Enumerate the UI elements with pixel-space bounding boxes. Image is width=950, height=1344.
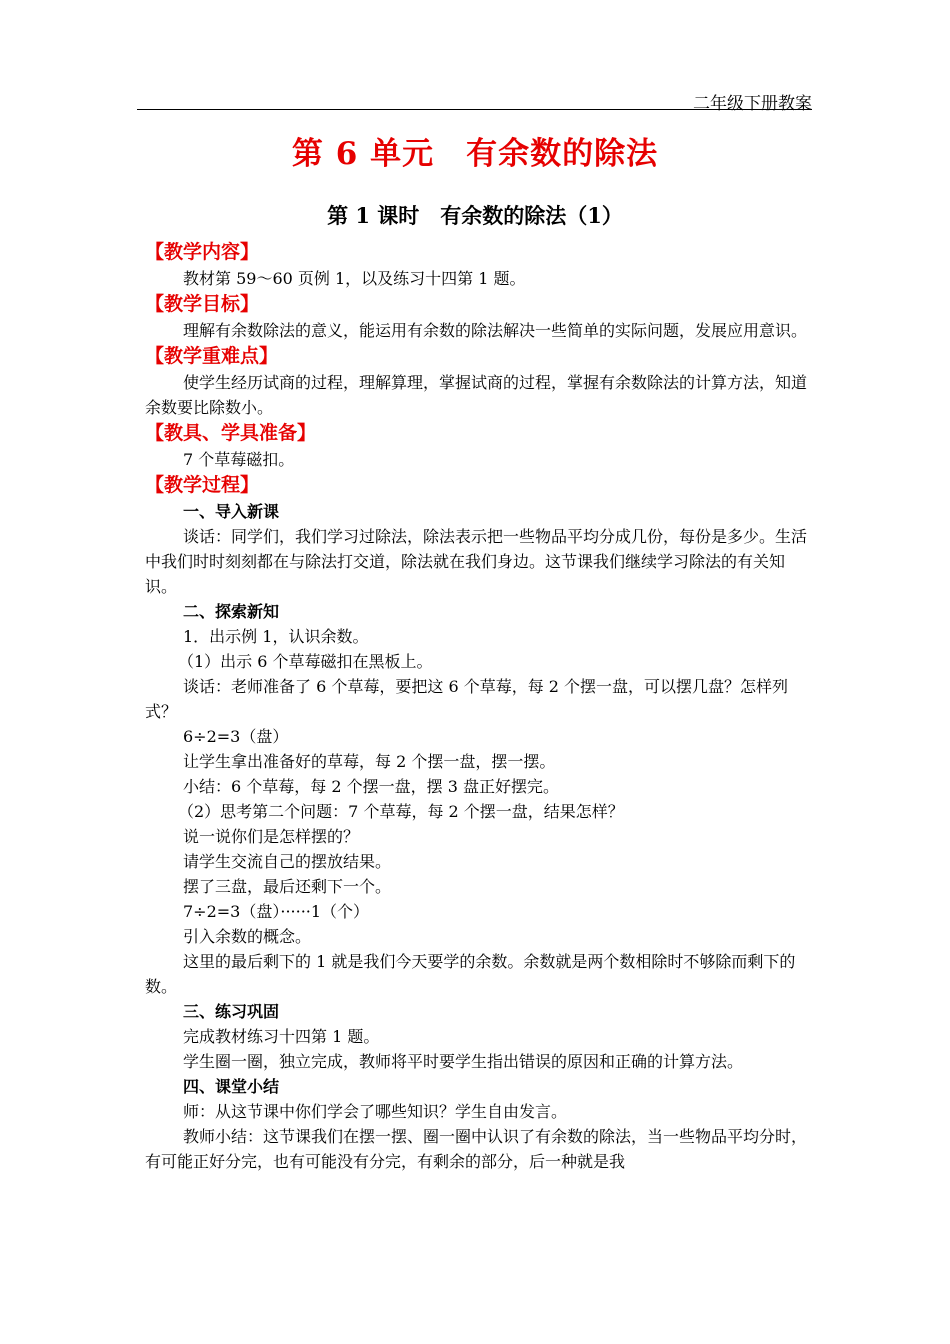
paragraph: 学生圈一圈，独立完成，教师将平时要学生指出错误的原因和正确的计算方法。 xyxy=(183,1052,744,1071)
subheading-practice: 三、练习巩固 xyxy=(183,1002,280,1021)
paragraph: 请学生交流自己的摆放结果。 xyxy=(183,852,392,871)
unit-title: 第 6 单元 有余数的除法 xyxy=(291,136,659,172)
equation: 6÷2=3（盘） xyxy=(183,727,289,746)
lesson-title: 第 1 课时 有余数的除法（1） xyxy=(327,203,623,228)
header-divider xyxy=(137,109,812,110)
section-text-key-points: 使学生经历试商的过程，理解算理，掌握试商的过程，掌握有余数除法的计算方法，知道余数要比除数小。 xyxy=(145,373,808,417)
subheading-explore: 二、探索新知 xyxy=(183,602,280,621)
section-heading-content: 【教学内容】 xyxy=(145,241,260,263)
section-heading-materials: 【教具、学具准备】 xyxy=(145,422,317,444)
equation: 7÷2=3（盘）······1（个） xyxy=(183,902,370,921)
paragraph: 说一说你们是怎样摆的？ xyxy=(183,827,360,846)
subheading-intro: 一、导入新课 xyxy=(183,502,280,521)
section-text-goals: 理解有余数除法的意义，能运用有余数的除法解决一些简单的实际问题，发展应用意识。 xyxy=(183,321,808,340)
paragraph: 1．出示例 1，认识余数。 xyxy=(183,627,369,646)
section-heading-process: 【教学过程】 xyxy=(145,474,260,496)
section-text-materials: 7 个草莓磁扣。 xyxy=(183,450,295,469)
paragraph: 引入余数的概念。 xyxy=(183,927,312,946)
section-heading-goals: 【教学目标】 xyxy=(145,293,260,315)
paragraph: （2）思考第二个问题：7 个草莓，每 2 个摆一盘，结果怎样？ xyxy=(178,802,624,821)
lesson-body xyxy=(145,239,813,1174)
paragraph: 小结：6 个草莓，每 2 个摆一盘，摆 3 盘正好摆完。 xyxy=(183,777,559,796)
paragraph: 摆了三盘，最后还剩下一个。 xyxy=(183,877,392,896)
paragraph: 让学生拿出准备好的草莓，每 2 个摆一盘，摆一摆。 xyxy=(183,752,556,771)
paragraph: 师：从这节课中你们学会了哪些知识？学生自由发言。 xyxy=(183,1102,568,1121)
section-text-content: 教材第 59～60 页例 1，以及练习十四第 1 题。 xyxy=(183,269,526,288)
paragraph: 谈话：同学们，我们学习过除法，除法表示把一些物品平均分成几份，每份是多少。生活中我们时时刻刻都在与除法打交道，除法就在我们身边。这节课我们继续学习除法的有关知识。 xyxy=(145,527,808,596)
page-header: 二年级下册教案 xyxy=(693,94,812,114)
paragraph: （1）出示 6 个草莓磁扣在黑板上。 xyxy=(178,652,433,671)
paragraph: 谈话：老师准备了 6 个草莓，要把这 6 个草莓，每 2 个摆一盘，可以摆几盘？怎样列式？ xyxy=(145,677,789,721)
paragraph: 完成教材练习十四第 1 题。 xyxy=(183,1027,380,1046)
section-heading-key-points: 【教学重难点】 xyxy=(145,345,279,367)
paragraph: 教师小结：这节课我们在摆一摆、圈一圈中认识了有余数的除法，当一些物品平均分时，有可能正好分完，也有可能没有分完，有剩余的部分，后一种就是我 xyxy=(145,1127,808,1171)
paragraph: 这里的最后剩下的 1 就是我们今天要学的余数。余数就是两个数相除时不够除而剩下的数。 xyxy=(145,952,796,996)
subheading-summary: 四、课堂小结 xyxy=(183,1077,280,1096)
